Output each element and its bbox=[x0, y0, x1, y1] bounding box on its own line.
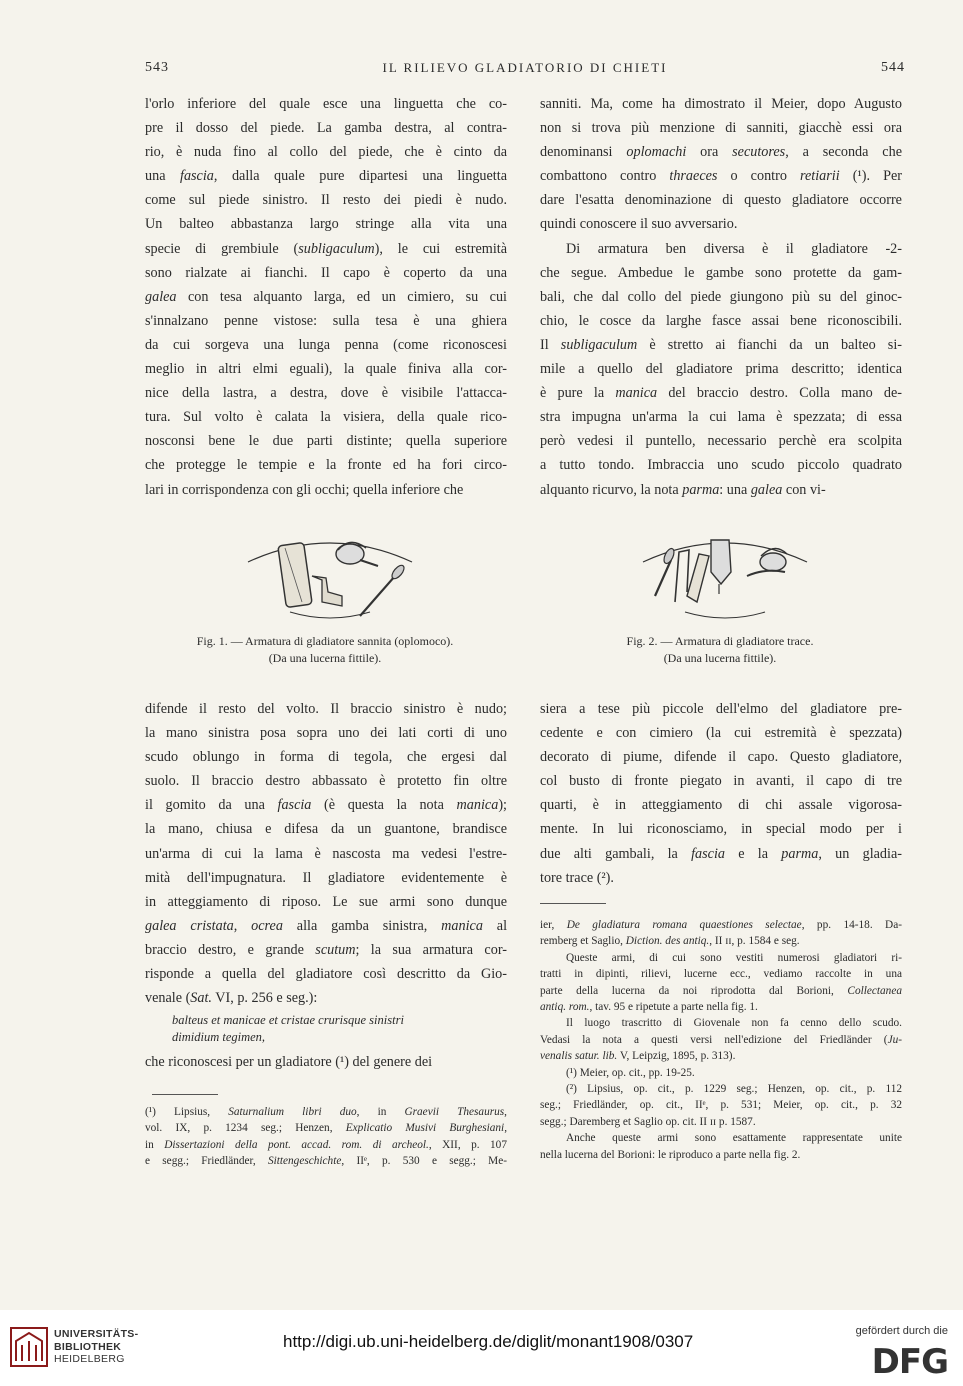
text-line: e segg.; Friedländer, Sittengeschichte, IIᵉ, p. 530 e segg.; Me- bbox=[145, 1155, 507, 1168]
text-line: ier, De gladiatura romana quaestiones selectae, pp. 14-18. Da- bbox=[540, 919, 902, 931]
footnote-rule-left bbox=[152, 1094, 218, 1095]
text-line: però vedesi il puntello, necessario perchè era scolpita bbox=[540, 433, 902, 450]
text-line: mità dell'impugnatura. Il gladiatore evidentemente è bbox=[145, 869, 507, 886]
text-line: risponde a quella del gladiatore così descritto da Gio- bbox=[145, 966, 507, 983]
text-line: nella lucerna del Borioni: le riproduco a parte nella fig. 2. bbox=[540, 1148, 801, 1161]
permalink-url[interactable]: http://digi.ub.uni-heidelberg.de/diglit/monant1908/0307 bbox=[283, 1332, 694, 1351]
text-line: difende il resto del volto. Il braccio sinistro è nudo; bbox=[145, 701, 507, 717]
text-line: seg.; Friedländer, op. cit., IIᵉ, p. 531; Meier, op. cit., p. 32 bbox=[540, 1099, 902, 1112]
text-line: come sul piede sinistro. Il resto dei piedi è nudo. bbox=[145, 192, 507, 209]
text-line: chio, le cosce da larghe fasce assai bene riconoscibili. bbox=[540, 312, 902, 329]
text-line: vol. IX, p. 1234 seg.; Henzen, Explicatio Musivi Burghesiani, bbox=[145, 1122, 508, 1135]
text-line: tore trace (²). bbox=[540, 869, 614, 886]
text-line: siera a tese più piccole dell'elmo del gladiatore pre- bbox=[540, 701, 902, 717]
text-line: (²) Lipsius, op. cit., p. 1229 seg.; Henzen, op. cit., p. 112 bbox=[566, 1083, 902, 1096]
text-line: venalis satur. lib. V, Leipzig, 1895, p. 313). bbox=[540, 1050, 736, 1063]
text-line: col busto di fronte piegato in avanti, il capo di tre bbox=[540, 773, 902, 790]
figure-1-caption-line-2: (Da una lucerna fittile). bbox=[268, 651, 382, 665]
text-line: alquanto ricurvo, la nota parma: una galea con vi- bbox=[540, 481, 826, 498]
text-line: in Dissertazioni della pont. accad. rom. di archeol., XII, p. 107 bbox=[145, 1138, 507, 1151]
text-line: Un balteo abbastanza largo stringe alla vita una bbox=[145, 216, 507, 233]
footnotes-right bbox=[540, 917, 902, 1163]
text-line: sono rialzate ai fianchi. Il capo è coperto da una bbox=[145, 264, 507, 281]
column-right-top bbox=[540, 92, 902, 502]
text-line: pre il dosso del piede. La gamba destra, al contra- bbox=[145, 120, 507, 137]
figure-2-caption-line-1: Fig. 2. — Armatura di gladiatore trace. bbox=[626, 634, 814, 648]
text-line: s'innalzano penne vistose: sulla tesa è una ghiera bbox=[145, 312, 507, 329]
text-line: segg.; Daremberg et Saglio op. cit. II ɪɪ p. 1587. bbox=[540, 1115, 756, 1128]
column-left-bottom bbox=[145, 697, 507, 1010]
text-line: braccio destro, e grande scutum; la sua armatura cor- bbox=[145, 941, 507, 958]
text-line: due alti gambali, la fascia e la parma, un gladia- bbox=[540, 845, 902, 862]
text-line: Di armatura ben diversa è il gladiatore -2- bbox=[566, 240, 902, 257]
figure-1-caption bbox=[135, 633, 515, 667]
text-line: dare l'esatta denominazione di questo gladiatore occorre bbox=[540, 192, 902, 209]
text-line: sanniti. Ma, come ha dimostrato il Meier, dopo Augusto bbox=[540, 96, 902, 112]
text-line: scudo oblungo in forma di tegola, che ergesi dal bbox=[145, 749, 507, 766]
verse-line: dimidium tegimen, bbox=[172, 1030, 266, 1044]
text-line: (¹) Lipsius, Saturnalium libri duo, in Graevii Thesaurus, bbox=[145, 1106, 507, 1118]
text-line: il gomito da una fascia (è questa la nota manica); bbox=[145, 797, 507, 814]
text-line: suolo. Il braccio destro abbassato è protetto fin oltre bbox=[145, 773, 507, 790]
library-name-line-3: HEIDELBERG bbox=[54, 1353, 125, 1365]
running-header bbox=[145, 60, 905, 82]
text-line: l'orlo inferiore del quale esce una linguetta che co- bbox=[145, 96, 507, 112]
library-name-line-2: BIBLIOTHEK bbox=[54, 1340, 122, 1353]
text-line: a tutto tondo. Imbraccia uno scudo piccolo quadrato bbox=[540, 457, 902, 474]
text-line: la mano, chiusa e difesa da un guantone, brandisce bbox=[145, 821, 507, 838]
text-line: non si trova più menzione di sanniti, giacchè essi ora bbox=[540, 120, 902, 137]
text-line: Anche queste armi sono esattamente rappresentate unite bbox=[566, 1132, 902, 1145]
text-line: è pure la manica del braccio destro. Colla mano de- bbox=[540, 385, 903, 402]
text-line: la mano sinistra posa sopra uno dei lati corti di uno bbox=[145, 725, 507, 742]
text-line: Queste armi, di cui sono vestiti numerosi gladiatori ri- bbox=[566, 951, 902, 964]
text-line: decorato di piume, difende il capo. Questo gladiatore, bbox=[540, 749, 902, 766]
verse-line: balteus et manicae et cristae crurisque sinistri bbox=[172, 1013, 404, 1027]
text-line: un'arma di cui la lama è nascosta ma vedesi l'estre- bbox=[145, 845, 507, 862]
text-line: tura. Sul volto è calata la visiera, della quale rico- bbox=[145, 409, 507, 426]
text-line: denominansi oplomachi ora secutores, a seconda che bbox=[540, 144, 902, 161]
figure-2-image bbox=[625, 532, 825, 632]
text-line: (¹) Meier, op. cit., pp. 19-25. bbox=[566, 1066, 695, 1079]
text-line: Vedasi la nota a questi versi nell'edizione del Friedländer (Ju- bbox=[540, 1033, 902, 1046]
library-name[interactable] bbox=[54, 1328, 138, 1366]
funded-by-label: gefördert durch die bbox=[855, 1325, 948, 1337]
juvenal-verse bbox=[172, 1012, 404, 1046]
footnote-rule-right bbox=[540, 903, 606, 904]
text-line: quarti, è in atteggiamento di chi assale vigorosa- bbox=[540, 797, 902, 814]
text-line: nosconsi bene le due parti distinte; quella superiore bbox=[145, 433, 507, 450]
text-line: mente. In lui riconosciamo, in special modo per i bbox=[540, 821, 902, 838]
column-right-bottom bbox=[540, 697, 902, 890]
text-line: specie di grembiule (subligaculum), le cui estremità bbox=[145, 240, 507, 257]
page-number-left: 543 bbox=[145, 60, 169, 75]
column-left-after-verse bbox=[145, 1050, 507, 1074]
text-line: lari in corrispondenza con gli occhi; quella inferiore che bbox=[145, 481, 464, 498]
text-line: remberg et Saglio, Diction. des antiq., II ɪɪ, p. 1584 e seg. bbox=[540, 935, 800, 948]
text-line: galea cristata, ocrea alla gamba sinistra, manica al bbox=[145, 917, 508, 934]
library-name-line-1: UNIVERSITÄTS- bbox=[54, 1328, 139, 1340]
text-line: Il luogo trascritto di Giovenale non fa cenno dello scudo. bbox=[566, 1017, 902, 1030]
running-title: IL RILIEVO GLADIATORIO DI CHIETI bbox=[382, 60, 668, 75]
figure-2-caption-line-2: (Da una lucerna fittile). bbox=[663, 651, 777, 665]
viewer-footer bbox=[0, 1310, 963, 1386]
figure-1-caption-line-1: Fig. 1. — Armatura di gladiatore sannita (oplomoco). bbox=[196, 634, 454, 648]
text-line: una fascia, dalla quale pure dipartesi una linguetta bbox=[145, 168, 507, 185]
footnotes-left bbox=[145, 1104, 507, 1170]
text-line: meglio in altri elmi eguali), la quale finiva alla cor- bbox=[145, 361, 507, 378]
text-line: da cui sorgeva una lunga penna (come riconoscesi bbox=[145, 336, 507, 353]
text-line: nice della lastra, a destra, dove è visibile l'attacca- bbox=[145, 385, 507, 402]
figure-2-caption bbox=[530, 633, 910, 667]
text-line: bali, che dal collo del piede giungono più su del ginoc- bbox=[540, 288, 902, 305]
text-line: stra impugna un'arma la cui lama è spezzata; di essa bbox=[540, 409, 902, 426]
text-line: quindi conoscere il suo avversario. bbox=[540, 216, 738, 233]
text-line: tratti in dipinti, rilievi, lucerne ecc., vediamo raccolte in una bbox=[540, 968, 902, 981]
text-line: in atteggiamento di riposo. Le sue armi sono dunque bbox=[145, 893, 507, 910]
dfg-logo[interactable]: DFG bbox=[871, 1342, 948, 1382]
text-line: combattono contro thraeces o contro retiarii (¹). Per bbox=[540, 168, 902, 185]
text-line: rio, è nuda fino al collo del piede, che è cinto da bbox=[145, 144, 507, 161]
text-line: antiq. rom., tav. 95 e ripetute a parte nella fig. 1. bbox=[540, 1001, 758, 1014]
column-left-top bbox=[145, 92, 507, 502]
text-line: che protegge le tempie e la fronte ed ha fori circo- bbox=[145, 457, 507, 474]
text-line: che segue. Ambedue le gambe sono protette da gam- bbox=[540, 264, 902, 281]
university-library-logo-icon bbox=[10, 1327, 48, 1367]
page-number-right: 544 bbox=[881, 60, 905, 75]
text-line: galea con tesa alquanto larga, ed un cimiero, su cui bbox=[145, 288, 507, 305]
text-line: parte della lucerna da noi riprodotta dal Borioni, Collectanea bbox=[540, 984, 902, 997]
figure-1-image bbox=[230, 532, 430, 632]
text-line: venale (Sat. VI, p. 256 e seg.): bbox=[145, 990, 318, 1007]
text-line: Il subligaculum è stretto ai fianchi da un balteo si- bbox=[540, 336, 902, 353]
text-line: cedente e con cimiero (la cui estremità è spezzata) bbox=[540, 725, 902, 742]
text-line: mile a quello del gladiatore prima descritto; identica bbox=[540, 361, 902, 378]
text-line: che riconoscesi per un gladiatore (¹) del genere dei bbox=[145, 1054, 433, 1070]
